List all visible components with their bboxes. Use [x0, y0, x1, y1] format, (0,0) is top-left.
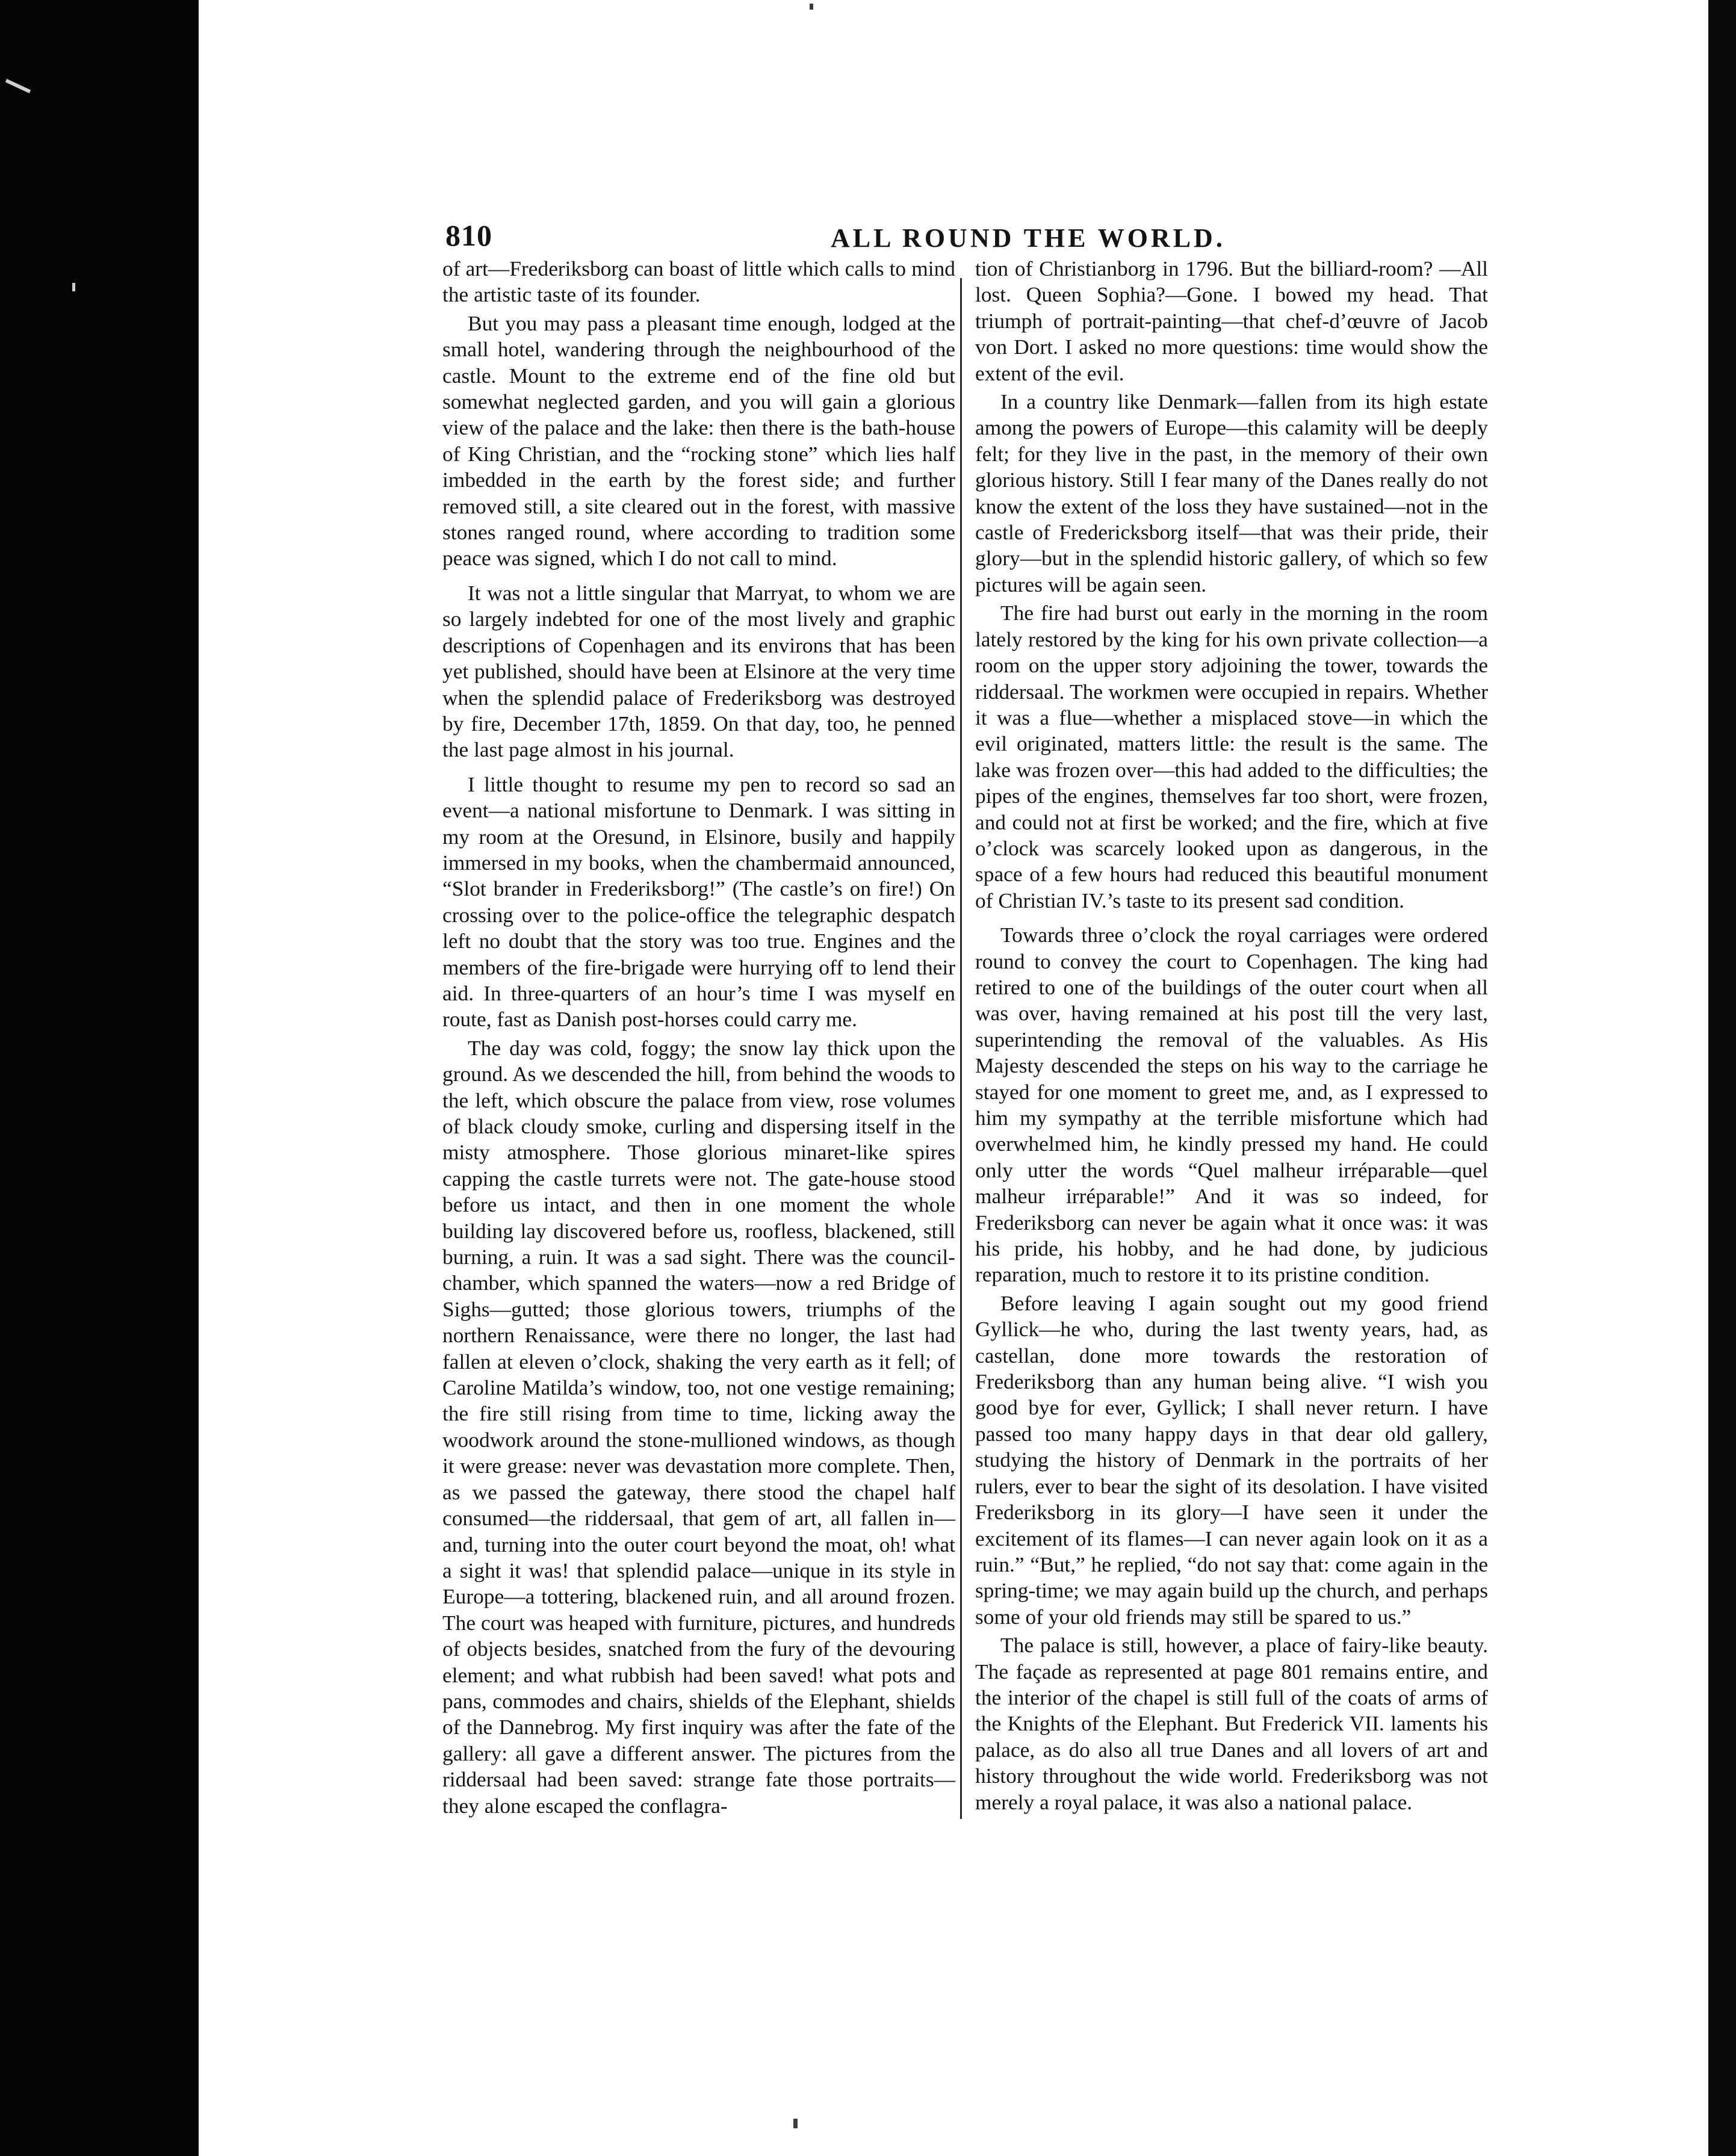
paragraph: It was not a little singular that Marryat, to whom we are so largely indebted for one of the most lively and graphic descriptions of Copenhagen and its environs that has been yet published, should have been at Elsinore at the very time when the splendid palace of Frederiksborg was destroyed by fire, December 17th, 1859. On that day, too, he penned the last page almost in his journal.	[442, 580, 955, 762]
paragraph: Before leaving I again sought out my good friend Gyllick—he who, during the last twenty years, had, as castellan, done more towards the restoration of Frederiksborg than any human being alive. “I wish you good bye for ever, Gyllick; I shall never return. I have passed too many happy days in that dear old gallery, studying the history of Denmark in the portraits of her rulers, ever to bear the sight of its desolation. I have visited Frederiksborg in its glory—I have seen it under the excitement of its flames—I can never again look on it as a ruin.” “But,” he replied, “do not say that: come again in the spring-time; we may again build up the church, and perhaps some of your old friends may still be spared to us.”	[975, 1290, 1488, 1629]
scan-mark	[793, 2119, 798, 2128]
paragraph: I little thought to resume my pen to record so sad an event—a national misfortune to Denmark. I was sitting in my room at the Oresund, in Elsinore, busily and happily immersed in my books, when the chambermaid announced, “Slot brander in Frederiksborg!” (The castle’s on fire!) On crossing over to the police-office the telegraphic despatch left no doubt that the story was too true. Engines and the members of the fire-brigade were hurrying off to lend their aid. In three-quarters of an hour’s time I was myself en route, fast as Danish post-horses could carry me.	[442, 772, 955, 1032]
scan-border-left	[0, 0, 199, 2156]
right-column	[975, 256, 1488, 1815]
paragraph: The day was cold, foggy; the snow lay thick upon the ground. As we descended the hill, from behind the woods to the left, which obscure the palace from view, rose volumes of black cloudy smoke, curling and dispersing itself in the misty atmosphere. Those glorious minaret-like spires capping the castle turrets were not. The gate-house stood before us intact, and then in one moment the whole building lay discovered before us, roofless, blackened, still burning, a ruin. It was a sad sight. There was the council-chamber, which spanned the waters—now a red Bridge of Sighs—gutted; those glorious towers, triumphs of the northern Renaissance, were there no longer, the last had fallen at eleven o’clock, shaking the very earth as it fell; of Caroline Matilda’s window, too, not one vestige remaining; the fire still rising from time to time, licking away the woodwork around the stone-mullioned windows, as though it were grease: never was devastation more complete. Then, as we passed the gateway, there stood the chapel half consumed—the riddersaal, that gem of art, all fallen in—and, turning into the outer court beyond the moat, oh! what a sight it was! that splendid palace—unique in its style in Europe—a tottering, blackened ruin, and all around frozen. The court was heaped with furniture, pictures, and hundreds of objects besides, snatched from the fury of the devouring element; and what rubbish had been saved! what pots and pans, commodes and chairs, shields of the Elephant, shields of the Dannebrog. My first inquiry was after the fate of the gallery: all gave a different answer. The pictures from the riddersaal had been saved: strange fate those portraits—they alone escaped the conflagra-	[442, 1035, 955, 1818]
scan-speck	[5, 79, 31, 93]
running-title: ALL ROUND THE WORLD.	[831, 223, 1226, 253]
paragraph: The palace is still, however, a place of fairy-like beauty. The façade as represented at page 801 remains entire, and the interior of the chapel is still full of the coats of arms of the Knights of the Elephant. But Frederick VII. laments his palace, as do also all true Danes and all lovers of art and history throughout the wide world. Frederiksborg was not merely a royal palace, it was also a national palace.	[975, 1633, 1488, 1814]
paragraph: But you may pass a pleasant time enough, lodged at the small hotel, wandering through the neighbourhood of the castle. Mount to the extreme end of the fine old but somewhat neglected garden, and you will gain a glorious view of the palace and the lake: then there is the bath-house of King Christian, and the “rocking stone” which lies half imbedded in the earth by the forest side; and further removed still, a site cleared out in the forest, with massive stones ranged round, where according to tradition some peace was signed, which I do not call to mind.	[442, 311, 955, 571]
scan-mark	[810, 4, 813, 10]
paragraph: Towards three o’clock the royal carriages were ordered round to convey the court to Copenhagen. The king had retired to one of the buildings of the outer court when all was over, having remained at his post till the very last, superintending the removal of the valuables. As His Majesty descended the steps on his way to the carriage he stayed for one moment to greet me, and, as I expressed to him my sympathy at the terrible misfortune which had overwhelmed him, he kindly pressed my hand. He could only utter the words “Quel malheur irréparable—quel malheur irréparable!” And it was so indeed, for Frederiksborg can never be again what it once was: it was his pride, his hobby, and he had done, by judicious reparation, much to restore it to its pristine condition.	[975, 923, 1488, 1287]
paragraph: In a country like Denmark—fallen from its high estate among the powers of Europe—this calamity will be deeply felt; for they live in the past, in the memory of their own glorious history. Still I fear many of the Danes really do not know the extent of the loss they have sustained—not in the castle of Fredericksborg itself—that was their pride, their glory—but in the splendid historic gallery, of which so few pictures will be again seen.	[975, 389, 1488, 596]
scan-border-right	[1708, 0, 1736, 2156]
column-rule	[960, 278, 962, 1819]
scan-speck	[72, 283, 75, 291]
paragraph: The fire had burst out early in the morning in the room lately restored by the king for his own private collection—a room on the upper story adjoining the tower, towards the riddersaal. The workmen were occupied in repairs. Whether it was a flue—whether a misplaced stove—in which the evil originated, matters little: the result is the same. The lake was frozen over—this had added to the difficulties; the pipes of the engines, themselves far too short, were frozen, and could not at first be worked; and the fire, which at five o’clock was scarcely looked upon as dangerous, in the space of a few hours had reduced this beautiful monument of Christian IV.’s taste to its present sad condition.	[975, 601, 1488, 912]
left-column	[442, 256, 955, 1819]
paragraph: tion of Christianborg in 1796. But the billiard-room? —All lost. Queen Sophia?—Gone. I bowed my head. That triumph of portrait-painting—that chef-d’œuvre of Jacob von Dort. I asked no more questions: time would show the extent of the evil.	[975, 256, 1488, 385]
page-number: 810	[445, 218, 492, 252]
paragraph: of art—Frederiksborg can boast of little which calls to mind the artistic taste of its founder.	[442, 256, 955, 307]
